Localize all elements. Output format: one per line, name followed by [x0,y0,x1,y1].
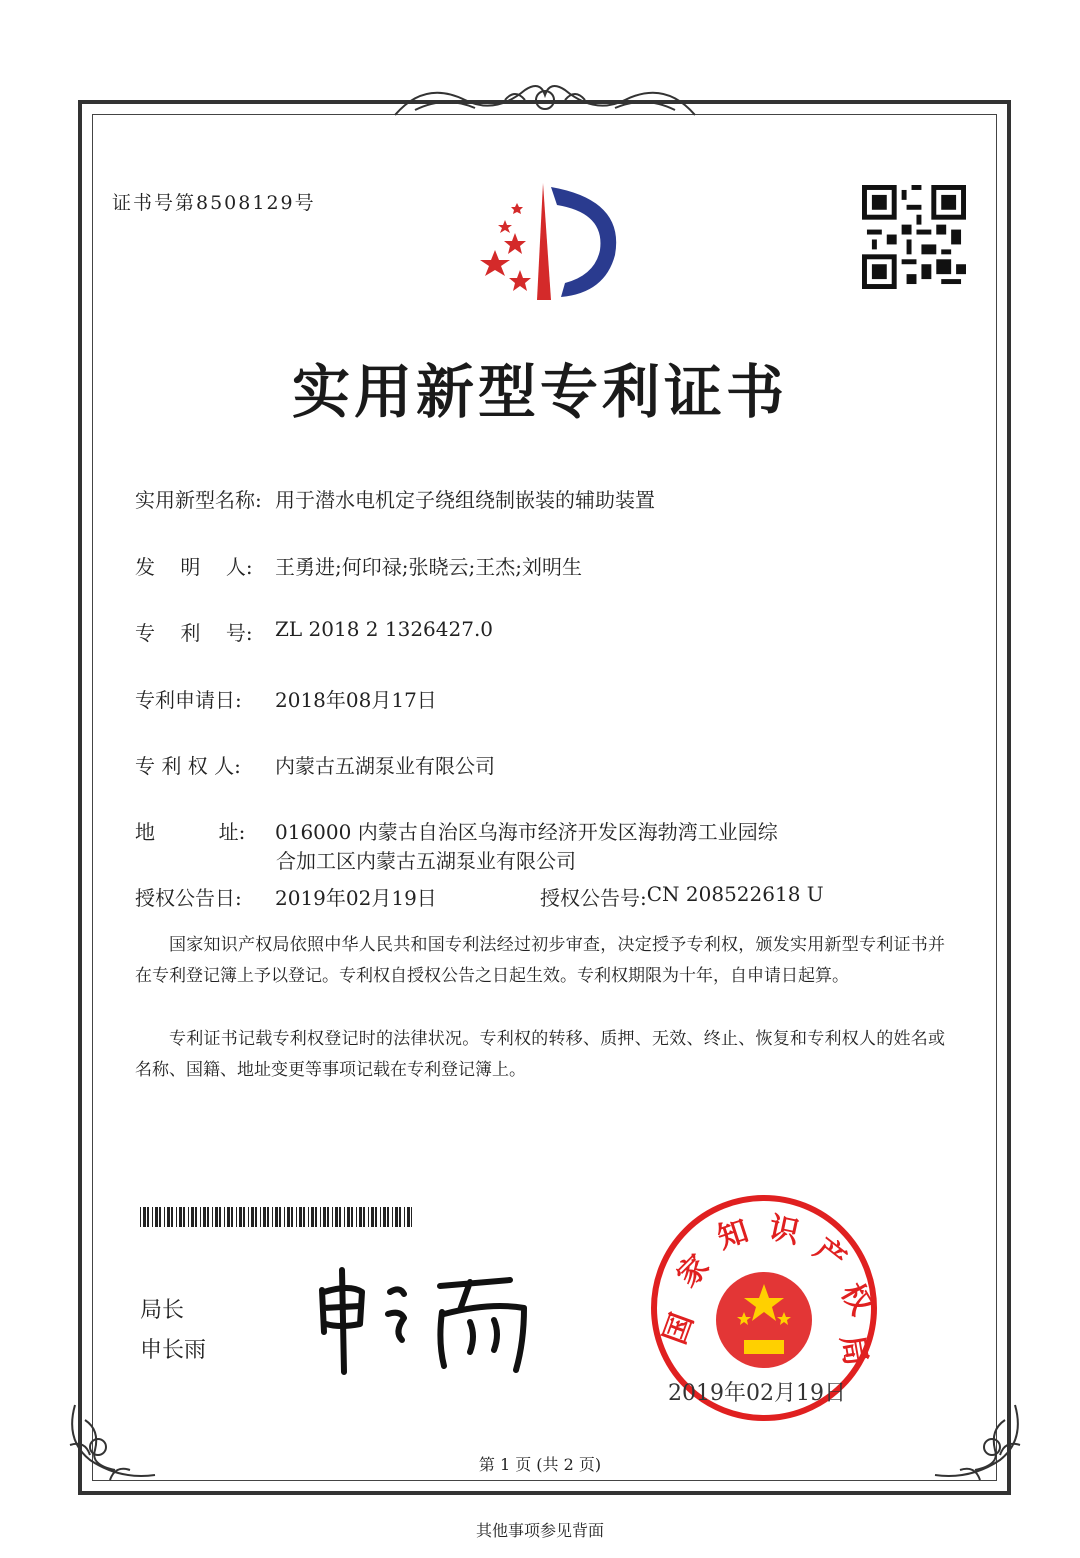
field-label: 授权公告日: [135,886,242,910]
field-label: 授权公告号: [540,886,647,910]
corner-ornament-right [920,1385,1030,1495]
field-address-line2: 合加工区内蒙古五湖泵业有限公司 [276,849,576,873]
certificate-title: 实用新型专利证书 [291,358,788,426]
top-ornament [385,70,705,130]
svg-text:产: 产 [807,1231,853,1278]
field-label: 实用新型名称: [135,488,262,512]
field-label: 发 明 人: [135,555,253,579]
qr-code [862,185,966,289]
field-value: 王勇进;何印禄;张晓云;王杰;刘明生 [275,555,582,579]
body-paragraph-2: 专利证书记载专利权登记时的法律状况。专利权的转移、质押、无效、终止、恢复和专利权人的姓名或名称、国籍、地址变更等事项记载在专利登记簿上。 [135,1029,945,1080]
field-filing-date [135,684,437,713]
field-label: 地 址: [135,820,246,844]
certificate-number: 证书号第8508129号 [112,192,316,214]
barcode [140,1207,412,1227]
back-note: 其他事项参见背面 [475,1521,604,1540]
corner-ornament-left [60,1385,170,1495]
svg-text:知: 知 [713,1213,753,1257]
body-paragraph-1: 国家知识产权局依照中华人民共和国专利法经过初步审查，决定授予专利权，颁发实用新型专利证书并在专利登记簿上予以登记。专利权自授权公告之日起生效。专利权期限为十年，自申请日起算。 [135,935,945,986]
field-address [135,816,778,845]
field-grant-date [135,882,437,911]
svg-text:权: 权 [833,1277,879,1321]
patent-office-logo [465,175,635,310]
seal-date: 2019年02月19日 [668,1381,846,1406]
field-inventor [135,551,582,580]
field-patentee [135,750,495,779]
svg-text:局: 局 [833,1332,874,1369]
handwritten-signature [310,1262,550,1382]
field-value: 用于潜水电机定子绕组绕制嵌装的辅助装置 [275,488,655,512]
field-label: 专利申请日: [135,688,242,712]
field-value: 2018年08月17日 [275,688,437,712]
field-value: 2019年02月19日 [275,886,437,910]
field-utility-model-name [135,484,655,513]
page-number: 第 1 页 (共 2 页) [478,1455,602,1474]
field-grant-publication-number [540,882,824,911]
field-value: 内蒙古五湖泵业有限公司 [275,754,495,778]
field-value: 016000 内蒙古自治区乌海市经济开发区海勃湾工业园综 [275,820,778,844]
director-name: 申长雨 [140,1338,207,1363]
field-label: 专 利 号: [135,621,253,645]
svg-text:识: 识 [765,1210,803,1251]
director-title: 局长 [140,1298,185,1323]
svg-text:国: 国 [657,1308,701,1349]
field-value: CN 208522618 U [646,882,824,906]
svg-text:家: 家 [670,1248,717,1295]
field-patent-number [135,617,493,646]
field-label: 专 利 权 人: [135,754,241,778]
field-value: ZL 2018 2 1326427.0 [275,617,494,641]
